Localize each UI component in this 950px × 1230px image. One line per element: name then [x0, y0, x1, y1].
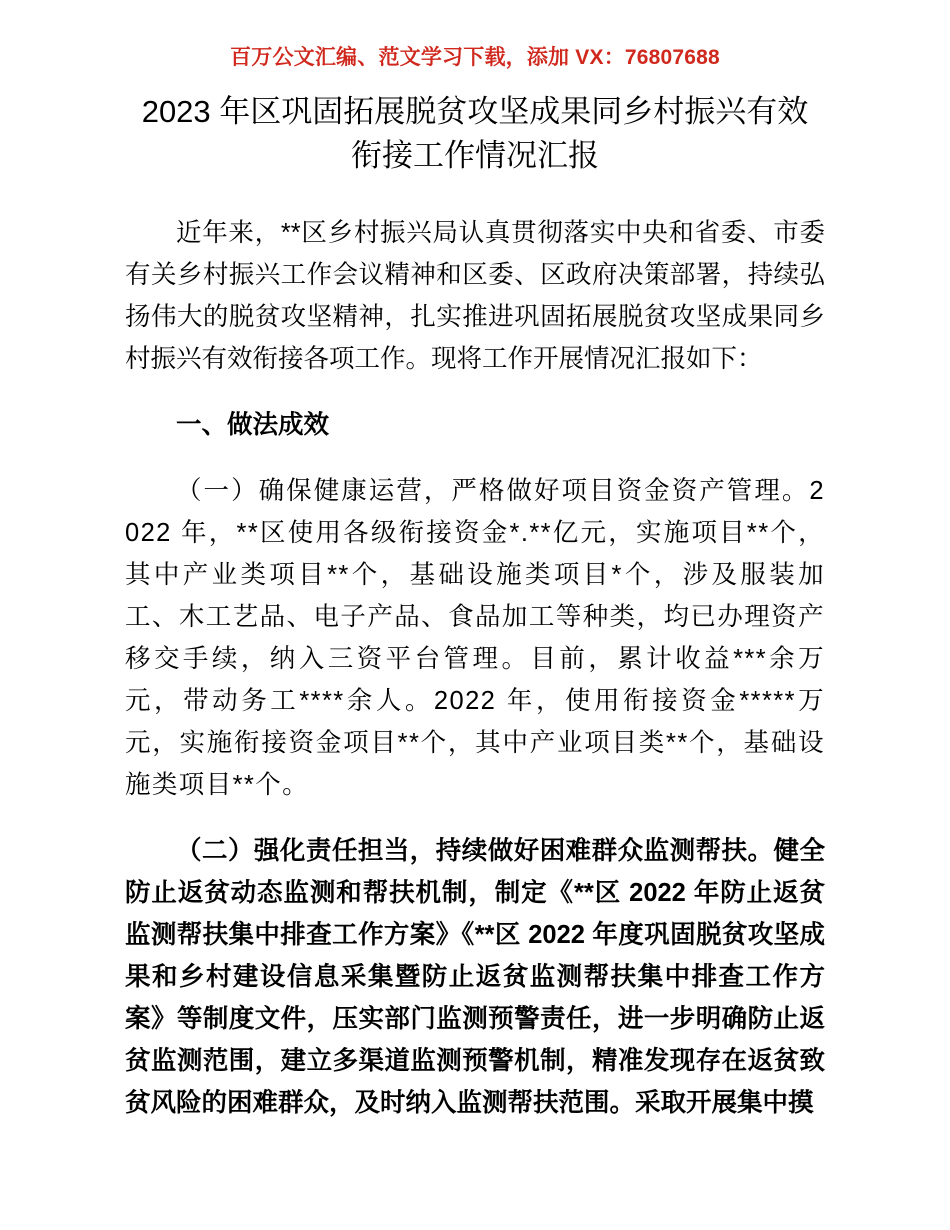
promo-banner	[0, 0, 950, 68]
paragraph-subsection-1-2: （二）强化责任担当，持续做好困难群众监测帮扶。健全防止返贫动态监测和帮扶机制，制定《**区 2022 年防止返贫监测帮扶集中排查工作方案》《**区 2022 年度巩固脱贫攻坚成果和乡村建设信息采集暨防止返贫监测帮扶集中排查工作方案》等制度文件，压实部门监测预警责任，进一步明确防止返贫监测范围，建立多渠道监测预警机制，精准发现存在返贫致贫风险的困难群众，及时纳入监测帮扶范围。采取开展集中摸	[125, 837, 825, 1117]
promo-banner-text: 百万公文汇编、范文学习下载，添加 VX：76807688	[230, 46, 720, 69]
paragraph-subsection-1-1: （一）确保健康运营，严格做好项目资金资产管理。2022 年，**区使用各级衔接资金*.**亿元，实施项目**个，其中产业类项目**个，基础设施类项目*个，涉及服装加工、木工艺品、电子产品、食品加工等种类，均已办理资产移交手续，纳入三资平台管理。目前，累计收益***余万元，带动务工****余人。2022 年，使用衔接资金*****万元，实施衔接资金项目**个，其中产业项目类**个，基础设施类项目**个。	[125, 477, 825, 799]
paragraph-intro: 近年来，**区乡村振兴局认真贯彻落实中央和省委、市委有关乡村振兴工作会议精神和区委、区政府决策部署，持续弘扬伟大的脱贫攻坚精神，扎实推进巩固拓展脱贫攻坚成果同乡村振兴有效衔接各项工作。现将工作开展情况汇报如下：	[125, 219, 825, 373]
document-body	[125, 68, 825, 1124]
heading-section-1: 一、做法成效	[176, 411, 330, 439]
document-title: 2023 年区巩固拓展脱贫攻坚成果同乡村振兴有效衔接工作情况汇报	[141, 94, 809, 173]
title-spacer	[125, 178, 825, 202]
